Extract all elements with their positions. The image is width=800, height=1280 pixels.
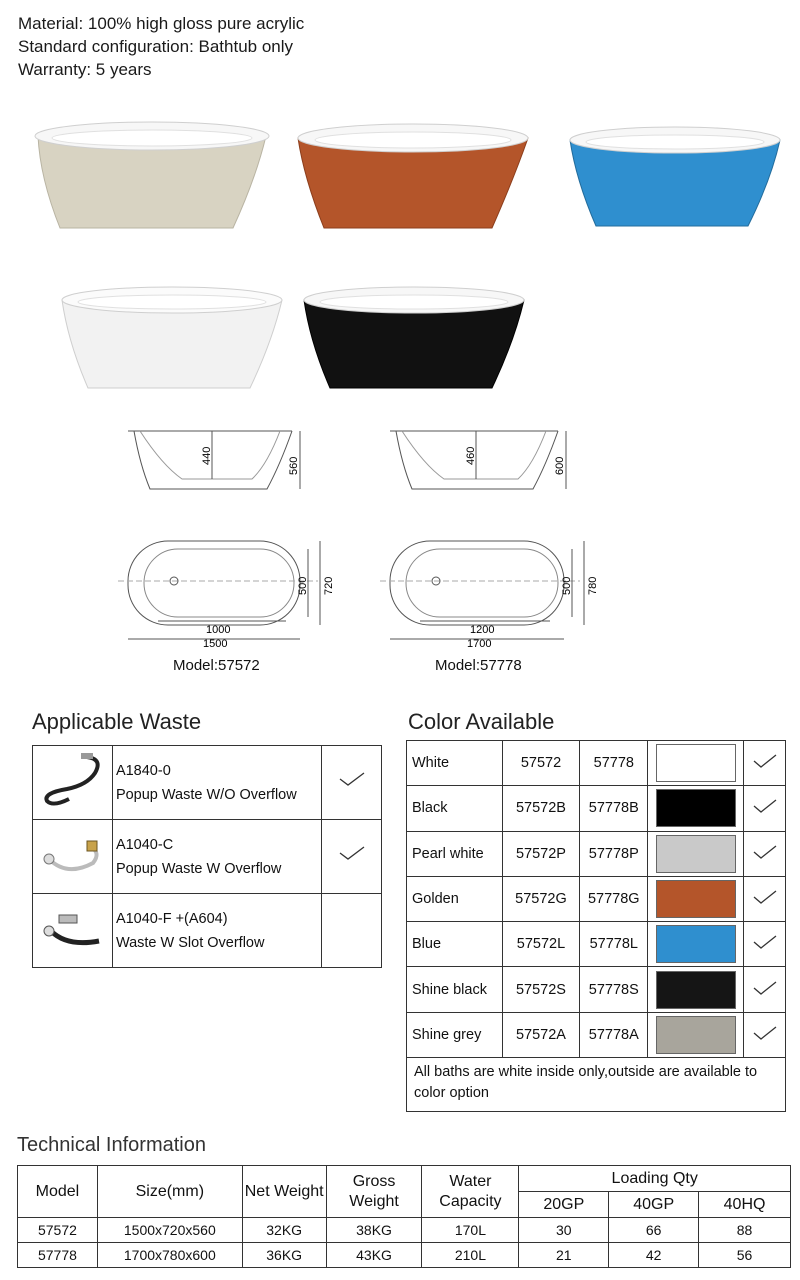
height-label: 600 [554, 456, 566, 475]
waste-image-cell [33, 894, 113, 968]
inner-depth-label: 440 [201, 446, 213, 465]
waste-description: Popup Waste W Overflow [115, 860, 282, 877]
inner-width-label: 500 [297, 576, 309, 595]
check-cell [744, 922, 786, 967]
checkmark-icon [753, 934, 777, 950]
bathtub-photo-black [300, 282, 530, 394]
checkmark-icon [753, 980, 777, 996]
model-code-57778: 57778S [580, 967, 648, 1012]
check-cell [744, 741, 786, 786]
color-name: Shine black [407, 967, 503, 1012]
color-note-row [407, 1058, 786, 1112]
checkmark-icon [753, 1025, 777, 1041]
color-name: Pearl white [407, 831, 503, 876]
waste-row [33, 894, 382, 968]
waste-code: A1040-C [115, 836, 174, 853]
swatch-cell [648, 967, 744, 1012]
checkmark-icon [753, 889, 777, 905]
waste-check-cell [322, 894, 382, 968]
spec-material: Material: 100% high gloss pure acrylic [18, 14, 305, 33]
model-code-57778: 57778L [580, 922, 648, 967]
header-40gp: 40GP [609, 1192, 699, 1218]
model-code-57572: 57572S [502, 967, 580, 1012]
inner-length-label: 1200 [470, 624, 495, 636]
cell-20gp: 30 [519, 1218, 609, 1243]
length-label: 1700 [467, 638, 492, 650]
cell-40hq: 56 [699, 1243, 791, 1268]
color-row [407, 1012, 786, 1057]
model-code-57572: 57572 [502, 741, 580, 786]
top-view-drawing-57778 [380, 535, 600, 655]
model-code-57572: 57572P [502, 831, 580, 876]
model-code-57778: 57778B [580, 786, 648, 831]
color-name: Shine grey [407, 1012, 503, 1057]
color-swatch [656, 971, 736, 1009]
waste-description-cell [112, 894, 321, 968]
model-code-57778: 57778 [580, 741, 648, 786]
waste-image-cell [33, 746, 113, 820]
swatch-cell [648, 1012, 744, 1057]
check-cell [744, 876, 786, 921]
model-code-57778: 57778G [580, 876, 648, 921]
cell-model: 57778 [18, 1243, 98, 1268]
model-code-57778: 57778A [580, 1012, 648, 1057]
table-header-row [18, 1166, 791, 1192]
color-swatch [656, 744, 736, 782]
color-swatch [656, 1016, 736, 1054]
color-row [407, 786, 786, 831]
swatch-cell [648, 741, 744, 786]
color-row [407, 922, 786, 967]
model-code-57572: 57572B [502, 786, 580, 831]
popup-waste-hose-icon [37, 749, 107, 809]
swatch-cell [648, 922, 744, 967]
cell-40gp: 66 [609, 1218, 699, 1243]
technical-information-title: Technical Information [17, 1134, 206, 1156]
checkmark-icon [753, 844, 777, 860]
checkmark-icon [339, 771, 365, 787]
applicable-waste-title: Applicable Waste [32, 709, 202, 734]
swatch-cell [648, 876, 744, 921]
width-label: 780 [587, 576, 599, 595]
spec-warranty: Warranty: 5 years [18, 60, 152, 79]
header-40hq: 40HQ [699, 1192, 791, 1218]
model-code-57572: 57572L [502, 922, 580, 967]
top-view-drawing-57572 [118, 535, 338, 655]
check-cell [744, 786, 786, 831]
bathtub-photo-blue [566, 120, 786, 230]
header-20gp: 20GP [519, 1192, 609, 1218]
slot-overflow-waste-icon [37, 897, 107, 957]
inner-length-label: 1000 [206, 624, 231, 636]
length-label: 1500 [203, 638, 228, 650]
cell-net-weight: 36KG [242, 1243, 326, 1268]
color-name: Blue [407, 922, 503, 967]
inner-depth-label: 460 [465, 446, 477, 465]
header-water-capacity: Water Capacity [422, 1166, 519, 1218]
color-name: Golden [407, 876, 503, 921]
checkmark-icon [339, 845, 365, 861]
cell-size: 1700x780x600 [97, 1243, 242, 1268]
bathtub-photo-beige [28, 118, 273, 238]
color-available-table [406, 740, 786, 1112]
color-swatch [656, 880, 736, 918]
waste-description: Popup Waste W/O Overflow [115, 786, 297, 803]
check-cell [744, 831, 786, 876]
inner-width-label: 500 [561, 576, 573, 595]
checkmark-icon [753, 753, 777, 769]
waste-row [33, 820, 382, 894]
waste-check-cell [322, 820, 382, 894]
check-cell [744, 967, 786, 1012]
cell-size: 1500x720x560 [97, 1218, 242, 1243]
model-code-57572: 57572G [502, 876, 580, 921]
header-size: Size(mm) [97, 1166, 242, 1218]
cell-40hq: 88 [699, 1218, 791, 1243]
side-view-drawing-57572 [122, 425, 312, 500]
header-model: Model [18, 1166, 98, 1218]
bathtub-photo-copper [292, 118, 537, 238]
check-cell [744, 1012, 786, 1057]
color-swatch [656, 789, 736, 827]
bathtub-photo-white [58, 282, 288, 394]
model-code-57778: 57778P [580, 831, 648, 876]
model-label-57572: Model:57572 [173, 657, 260, 674]
checkmark-icon [753, 798, 777, 814]
swatch-cell [648, 786, 744, 831]
header-loading-qty: Loading Qty [519, 1166, 791, 1192]
color-name: Black [407, 786, 503, 831]
model-code-57572: 57572A [502, 1012, 580, 1057]
cell-water-capacity: 170L [422, 1218, 519, 1243]
waste-check-cell [322, 746, 382, 820]
waste-description: Waste W Slot Overflow [115, 934, 265, 951]
swatch-cell [648, 831, 744, 876]
popup-waste-overflow-icon [37, 823, 107, 883]
waste-description-cell [112, 746, 321, 820]
applicable-waste-table [32, 745, 382, 968]
table-row [18, 1218, 791, 1243]
side-view-drawing-57778 [386, 425, 576, 500]
width-label: 720 [323, 576, 335, 595]
color-row [407, 741, 786, 786]
cell-gross-weight: 38KG [326, 1218, 422, 1243]
waste-code: A1840-0 [115, 762, 171, 779]
waste-description-cell [112, 820, 321, 894]
color-name: White [407, 741, 503, 786]
color-row [407, 967, 786, 1012]
header-net-weight: Net Weight [242, 1166, 326, 1218]
technical-information-table [17, 1165, 791, 1268]
height-label: 560 [288, 456, 300, 475]
spec-configuration: Standard configuration: Bathtub only [18, 37, 294, 56]
cell-20gp: 21 [519, 1243, 609, 1268]
cell-gross-weight: 43KG [326, 1243, 422, 1268]
spec-list [18, 12, 304, 81]
color-swatch [656, 835, 736, 873]
waste-code: A1040-F +(A604) [115, 910, 228, 927]
cell-net-weight: 32KG [242, 1218, 326, 1243]
cell-water-capacity: 210L [422, 1243, 519, 1268]
header-gross-weight: Gross Weight [326, 1166, 422, 1218]
color-note: All baths are white inside only,outside are available to color option [407, 1058, 786, 1112]
color-row [407, 876, 786, 921]
cell-40gp: 42 [609, 1243, 699, 1268]
color-swatch [656, 925, 736, 963]
color-available-title: Color Available [408, 709, 555, 734]
waste-image-cell [33, 820, 113, 894]
cell-model: 57572 [18, 1218, 98, 1243]
waste-row [33, 746, 382, 820]
model-label-57778: Model:57778 [435, 657, 522, 674]
table-row [18, 1243, 791, 1268]
color-row [407, 831, 786, 876]
